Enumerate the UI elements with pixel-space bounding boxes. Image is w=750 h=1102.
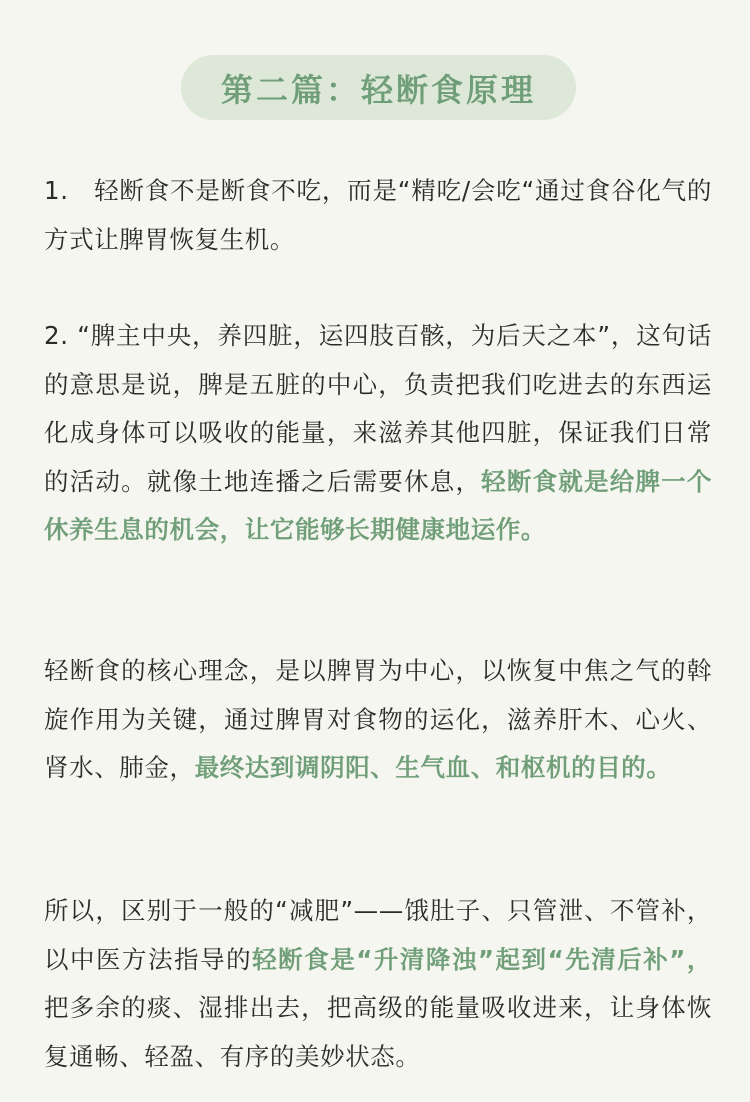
paragraph-text: 1. 轻断食不是断食不吃，而是“精吃/会吃“通过食谷化气的方式让脾胃恢复生机。 [44,176,712,254]
highlighted-text: 最终达到调阴阳、生气血、和枢机的目的。 [194,753,672,782]
paragraph-text: 把多余的痰、湿排出去，把高级的能量吸收进来，让身体恢复通畅、轻盈、有序的美妙状态。 [44,993,712,1071]
paragraph-text: 轻断食的核心理念，是以脾胃为中心，以恢复中焦之气的斡旋作用为关键，通过脾胃对食物的运化，滋养肝木、心火、肾水、肺金， [44,656,712,782]
paragraph-3 [44,647,712,793]
title-banner [181,55,576,120]
paragraph-1 [44,167,712,264]
highlighted-text: 轻断食就是给脾一个休养生息的机会，让它能够长期健康地运作。 [44,466,712,544]
highlighted-text: 轻断食是“升清降浊”起到“先清后补”， [252,944,712,974]
paragraph-2 [44,312,712,555]
paragraph-text: 2. “脾主中央，养四脏，运四肢百骸，为后天之本”，这句话的意思是说，脾是五脏的中心，负责把我们吃进去的东西运化成身体可以吸收的能量，来滋养其他四脏，保证我们日常的活动。就像土地连播之后需要休息， [44,321,712,496]
paragraph-4 [44,887,712,1081]
paragraph-text: 所以，区别于一般的“减肥”——饿肚子、只管泄、不管补，以中医方法指导的 [44,896,712,974]
page-title: 第二篇：轻断食原理 [220,70,536,109]
